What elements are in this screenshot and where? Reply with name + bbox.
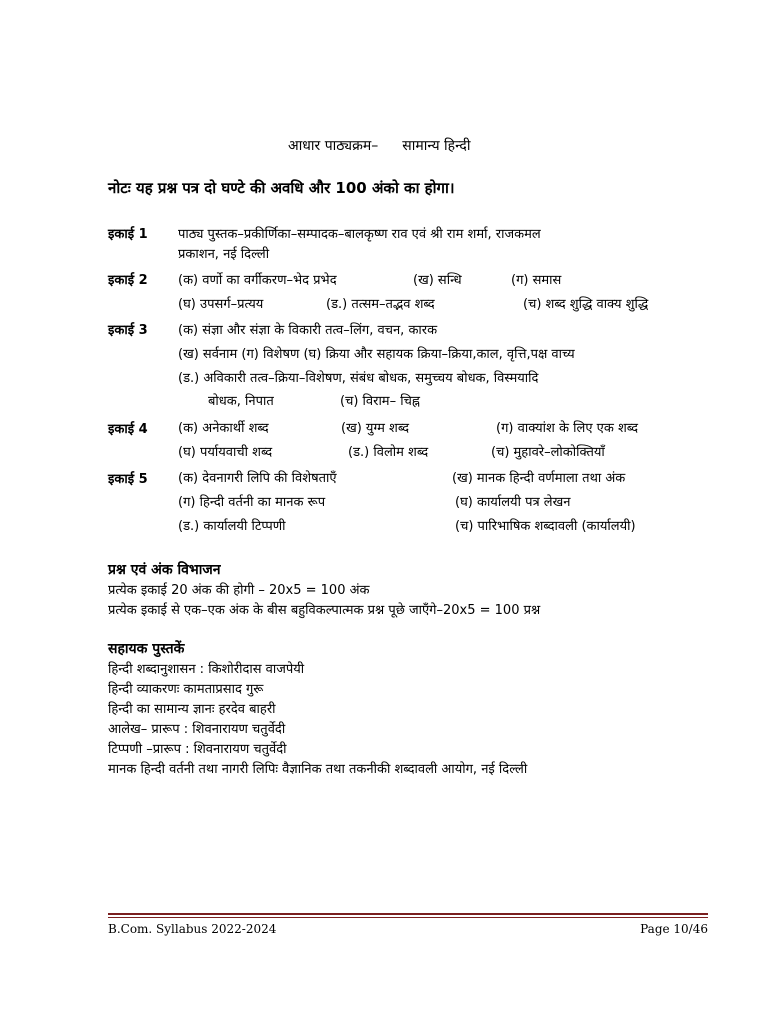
exam-note: नोटः यह प्रश्न पत्र दो घण्टे की अवधि और 100 अंको का होगा।	[108, 179, 455, 197]
page-title	[288, 136, 470, 155]
unit-5-item: (ग) हिन्दी वर्तनी का मानक रूप	[178, 495, 326, 510]
book-item: हिन्दी का सामान्य ज्ञानः हरदेव बाहरी	[108, 702, 276, 717]
unit-4-item: (ग) वाक्यांश के लिए एक शब्द	[496, 421, 639, 436]
unit-2-item: (ड.) तत्सम–तद्भव शब्द	[326, 297, 435, 312]
unit-5-item: (क) देवनागरी लिपि की विशेषताएँ	[178, 471, 337, 486]
unit-1-line-1: पाठ्य पुस्तक–प्रकीर्णिका–सम्पादक–बालकृष्ण राव एवं श्री राम शर्मा, राजकमल	[178, 227, 541, 242]
unit-2-item: (ग) समास	[511, 273, 562, 288]
unit-4-item: (च) मुहावरे–लोकोक्तियाँ	[491, 445, 605, 460]
book-item: हिन्दी शब्दानुशासन : किशोरीदास वाजपेयी	[108, 662, 305, 677]
unit-4-label: इकाई 4	[108, 422, 148, 437]
unit-4-item: (ख) युग्म शब्द	[341, 421, 410, 436]
footer-rule	[108, 917, 708, 918]
unit-4-item: (घ) पर्यायवाची शब्द	[178, 445, 273, 460]
unit-3-label: इकाई 3	[108, 323, 148, 338]
unit-4-item: (क) अनेकार्थी शब्द	[178, 421, 269, 436]
title-right: सामान्य हिन्दी	[402, 138, 471, 154]
marks-line: प्रत्येक इकाई 20 अंक की होगी – 20x5 = 100 अंक	[108, 583, 370, 598]
unit-5-item: (ड.) कार्यालयी टिप्पणी	[178, 519, 286, 534]
unit-3-item: (क) संज्ञा और संज्ञा के विकारी तत्व–लिंग, वचन, कारक	[178, 323, 438, 338]
marks-line: प्रत्येक इकाई से एक–एक अंक के बीस बहुविकल्पात्मक प्रश्न पूछे जाएँगे–20x5 = 100 प्रश्न	[108, 603, 541, 618]
book-item: हिन्दी व्याकरणः कामताप्रसाद गुरू	[108, 682, 264, 697]
unit-2-item: (ख) सन्धि	[413, 273, 462, 288]
unit-2-label: इकाई 2	[108, 273, 148, 288]
books-heading: सहायक पुस्तकें	[108, 641, 185, 657]
book-item: आलेख– प्रारूप : शिवनारायण चतुर्वेदी	[108, 722, 286, 737]
unit-5-label: इकाई 5	[108, 472, 148, 487]
unit-2-item: (घ) उपसर्ग–प्रत्यय	[178, 297, 264, 312]
book-item: मानक हिन्दी वर्तनी तथा नागरी लिपिः वैज्ञानिक तथा तकनीकी शब्दावली आयोग, नई दिल्ली	[108, 762, 528, 777]
footer-course: B.Com. Syllabus 2022-2024	[108, 922, 277, 936]
footer-page-number: Page 10/46	[640, 922, 708, 936]
unit-1-label: इकाई 1	[108, 227, 148, 242]
unit-3-item: (ड.) अविकारी तत्व–क्रिया–विशेषण, संबंध बोधक, समुच्चय बोधक, विस्मयादि	[178, 371, 539, 386]
title-left: आधार पाठ्यक्रम–	[288, 138, 379, 154]
unit-4-item: (ड.) विलोम शब्द	[348, 445, 429, 460]
unit-5-item: (च) पारिभाषिक शब्दावली (कार्यालयी)	[455, 519, 636, 534]
unit-3-item: (ख) सर्वनाम (ग) विशेषण (घ) क्रिया और सहायक क्रिया–क्रिया,काल, वृत्ति,पक्ष वाच्य	[178, 347, 575, 362]
unit-1-line-2: प्रकाशन, नई दिल्ली	[178, 247, 270, 262]
marks-heading: प्रश्न एवं अंक विभाजन	[108, 562, 221, 578]
unit-3-item: (च) विराम– चिह्न	[340, 394, 420, 409]
unit-2-item: (च) शब्द शुद्धि वाक्य शुद्धि	[523, 297, 649, 312]
book-item: टिप्पणी –प्रारूप : शिवनारायण चतुर्वेदी	[108, 742, 287, 757]
footer-rule	[108, 913, 708, 915]
unit-5-item: (घ) कार्यालयी पत्र लेखन	[455, 495, 571, 510]
unit-5-item: (ख) मानक हिन्दी वर्णमाला तथा अंक	[452, 471, 626, 486]
unit-3-item: बोधक, निपात	[208, 394, 274, 409]
unit-2-item: (क) वर्णो का वर्गीकरण–भेद प्रभेद	[178, 273, 337, 288]
